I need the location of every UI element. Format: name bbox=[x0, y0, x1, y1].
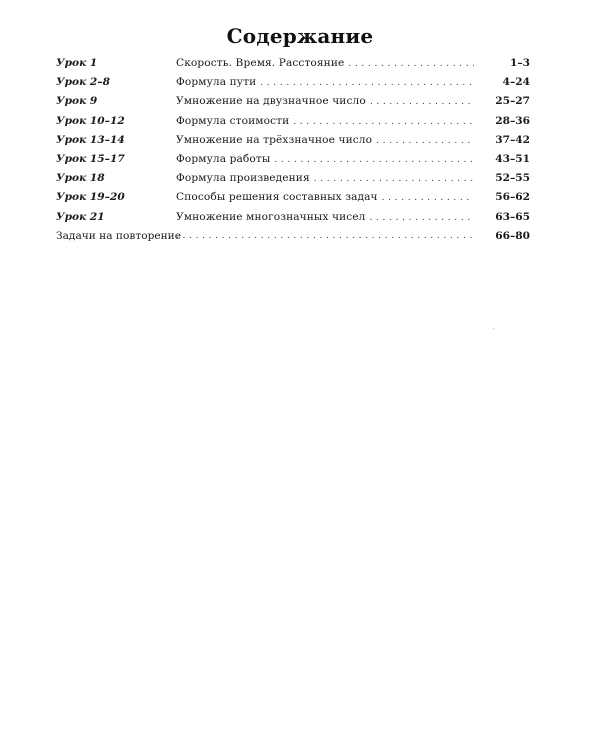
toc-topic: Скорость. Время. Расстояние bbox=[176, 57, 345, 69]
dot-leader bbox=[348, 55, 474, 74]
toc-review-pages: 66–80 bbox=[495, 229, 530, 242]
toc-row bbox=[56, 150, 530, 169]
dot-leader bbox=[382, 189, 474, 208]
toc-lesson: Урок 10–12 bbox=[56, 114, 125, 127]
toc-row bbox=[56, 73, 530, 92]
toc-lesson: Урок 13–14 bbox=[56, 133, 125, 146]
table-of-contents bbox=[56, 54, 530, 246]
toc-row bbox=[56, 54, 530, 73]
dot-leader bbox=[260, 74, 474, 93]
toc-lesson: Урок 19–20 bbox=[56, 191, 125, 204]
dot-leader bbox=[293, 113, 474, 132]
toc-pages: 43–51 bbox=[495, 152, 530, 165]
dot-leader bbox=[370, 93, 474, 112]
toc-topic: Способы решения составных задач bbox=[176, 191, 378, 204]
toc-topic: Умножение многозначных чисел bbox=[176, 210, 366, 223]
toc-row bbox=[56, 188, 530, 207]
toc-topic: Умножение на двузначное число bbox=[176, 95, 366, 108]
toc-lesson: Урок 18 bbox=[56, 172, 105, 185]
toc-pages: 37–42 bbox=[495, 133, 530, 146]
toc-lesson: Урок 2–8 bbox=[56, 76, 110, 89]
toc-lesson: Урок 15–17 bbox=[56, 152, 125, 165]
dot-leader bbox=[370, 209, 474, 228]
toc-topic: Формула пути bbox=[176, 76, 257, 89]
dot-leader bbox=[176, 227, 474, 246]
toc-row bbox=[56, 112, 530, 131]
toc-pages: 56–62 bbox=[495, 191, 530, 204]
toc-lesson: Урок 21 bbox=[56, 210, 105, 223]
toc-topic: Формула работы bbox=[176, 152, 271, 165]
toc-pages: 25–27 bbox=[495, 95, 530, 108]
toc-row bbox=[56, 131, 530, 150]
toc-review-row bbox=[56, 227, 530, 246]
toc-pages: 4–24 bbox=[502, 76, 530, 89]
toc-row bbox=[56, 169, 530, 188]
toc-row bbox=[56, 92, 530, 111]
dot-leader bbox=[274, 151, 474, 170]
toc-lesson: Урок 9 bbox=[56, 95, 98, 108]
toc-row bbox=[56, 208, 530, 227]
dot-leader bbox=[376, 132, 474, 151]
dot-leader bbox=[314, 170, 474, 189]
scan-speck bbox=[493, 328, 494, 329]
page-title: Содержание bbox=[226, 24, 374, 48]
toc-lesson: Урок 1 bbox=[56, 57, 98, 69]
toc-pages: 28–36 bbox=[495, 114, 530, 127]
toc-pages: 63–65 bbox=[495, 210, 530, 223]
toc-pages: 52–55 bbox=[495, 172, 530, 185]
toc-topic: Умножение на трёхзначное число bbox=[176, 133, 373, 146]
toc-pages: 1–3 bbox=[509, 57, 530, 69]
toc-topic: Формула стоимости bbox=[176, 114, 290, 127]
toc-review-label: Задачи на повторение bbox=[56, 229, 182, 242]
toc-topic: Формула произведения bbox=[176, 172, 310, 185]
